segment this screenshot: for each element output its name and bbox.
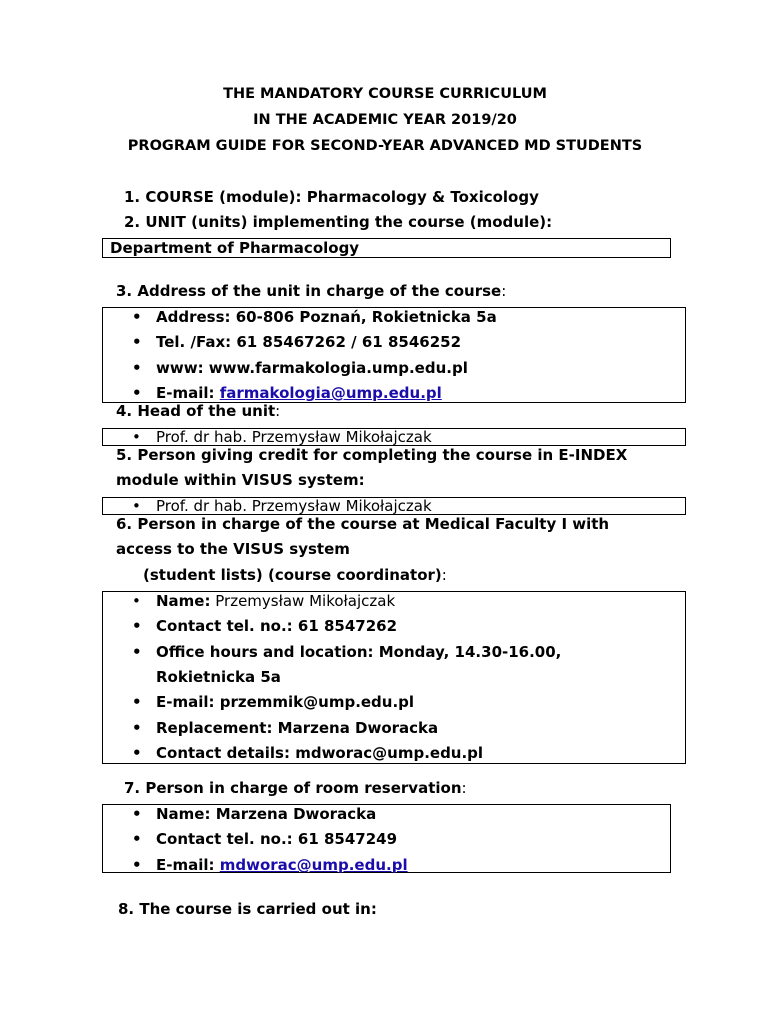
coordinator-email-item: • E-mail: przemmik@ump.edu.pl [132, 693, 415, 711]
bullet-icon: • [132, 592, 141, 610]
email-item: • E-mail: farmakologia@ump.edu.pl [132, 384, 442, 402]
room-tel-item: • Contact tel. no.: 61 8547249 [132, 830, 398, 848]
coordinator-tel-item: • Contact tel. no.: 61 8547262 [132, 617, 398, 635]
bullet-icon: • [132, 617, 142, 635]
bullet-icon: • [132, 719, 142, 737]
bullet-icon: • [132, 497, 141, 515]
bullet-icon: • [132, 333, 142, 351]
email-link[interactable]: farmakologia@ump.edu.pl [219, 384, 442, 402]
head-value: • Prof. dr hab. Przemysław Mikołajczak [132, 428, 432, 446]
section-1-course: 1. COURSE (module): Pharmacology & Toxicology [124, 188, 539, 206]
section-4-head-label: 4. Head of the unit: [116, 402, 281, 420]
bullet-icon: • [132, 744, 142, 762]
office-location: Rokietnicka 5a [156, 668, 281, 686]
bullet-icon: • [132, 693, 142, 711]
office-hours-item: • Office hours and location: Monday, 14.30-16.00, [132, 643, 562, 661]
section-6-label-line-1: 6. Person in charge of the course at Medical Faculty I with [116, 515, 610, 533]
title-line-2: IN THE ACADEMIC YEAR 2019/20 [253, 112, 517, 128]
section-7-label: 7. Person in charge of room reservation: [124, 779, 467, 797]
unit-box [102, 238, 671, 258]
title-line-1: THE MANDATORY COURSE CURRICULUM [223, 86, 547, 102]
room-name-item: • Name: Marzena Dworacka [132, 805, 377, 823]
unit-value: Department of Pharmacology [110, 239, 360, 257]
room-email-item: • E-mail: mdworac@ump.edu.pl [132, 856, 408, 874]
bullet-icon: • [132, 856, 142, 874]
section-2-unit-label: 2. UNIT (units) implementing the course (module): [124, 213, 553, 231]
credit-value: • Prof. dr hab. Przemysław Mikołajczak [132, 497, 432, 515]
bullet-icon: • [132, 308, 142, 326]
section-8-label: 8. The course is carried out in: [118, 900, 377, 918]
section-6-label-line-3: (student lists) (course coordinator): [143, 566, 447, 584]
coordinator-name-item: • Name: Przemysław Mikołajczak [132, 592, 396, 610]
bullet-icon: • [132, 643, 142, 661]
bullet-icon: • [132, 384, 142, 402]
section-5-label-line-2: module within VISUS system: [116, 471, 365, 489]
tel-fax-item: • Tel. /Fax: 61 85467262 / 61 8546252 [132, 333, 462, 351]
www-item: • www: www.farmakologia.ump.edu.pl [132, 359, 468, 377]
section-3-address-label: 3. Address of the unit in charge of the course: [116, 282, 507, 300]
bullet-icon: • [132, 830, 142, 848]
section-5-label-line-1: 5. Person giving credit for completing the course in E-INDEX [116, 446, 628, 464]
bullet-icon: • [132, 428, 141, 446]
title-line-3: PROGRAM GUIDE FOR SECOND-YEAR ADVANCED MD STUDENTS [127, 138, 643, 154]
contact-details-item: • Contact details: mdworac@ump.edu.pl [132, 744, 484, 762]
section-6-label-line-2: access to the VISUS system [116, 540, 350, 558]
address-item: • Address: 60-806 Poznań, Rokietnicka 5a [132, 308, 497, 326]
bullet-icon: • [132, 805, 142, 823]
bullet-icon: • [132, 359, 142, 377]
room-email-link[interactable]: mdworac@ump.edu.pl [219, 856, 408, 874]
replacement-item: • Replacement: Marzena Dworacka [132, 719, 439, 737]
